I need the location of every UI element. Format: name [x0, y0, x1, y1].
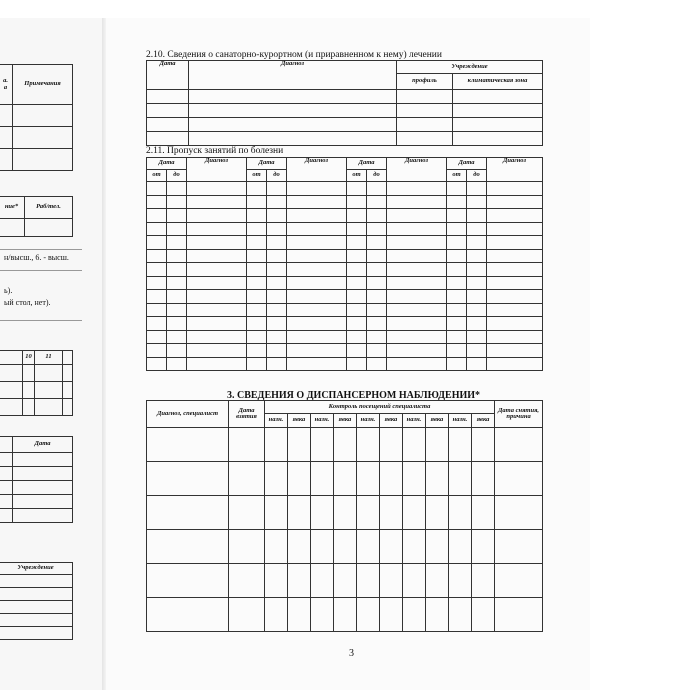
s211-header-do: до	[267, 170, 287, 182]
s3-header-yavka: явка	[334, 414, 357, 428]
s211-header-ot: от	[447, 170, 467, 182]
left-header-data: Дата	[13, 437, 73, 453]
s3-header-control: Контроль посещений специалиста	[265, 401, 495, 414]
s211-header-do: до	[367, 170, 387, 182]
left-header-uchrezhdenie: Учреждение	[0, 563, 73, 575]
section-2-10-table	[146, 60, 543, 146]
s210-header-data: Дата	[147, 61, 189, 90]
s211-header-do: до	[467, 170, 487, 182]
left-frag-ie: ние*	[0, 197, 25, 219]
s211-header-data-3: Дата	[347, 158, 387, 170]
s3-header-naz: назн.	[357, 414, 380, 428]
left-header-rab-tel: Раб/тел.	[25, 197, 73, 219]
s3-header-data: Дата	[238, 406, 255, 414]
s3-header-yavka: явка	[426, 414, 449, 428]
s3-header-naz: назн.	[449, 414, 472, 428]
left-frag-educ: н/высш., 6. - высш.	[4, 253, 69, 262]
left-line-1	[0, 249, 82, 250]
s3-header-naz: назн.	[311, 414, 334, 428]
left-col-10: 10	[23, 351, 35, 365]
s210-header-zone: климатическая зона	[453, 74, 543, 90]
s3-header-diag: Диагноз, специалист	[147, 401, 229, 428]
background-top	[0, 0, 700, 18]
s211-header-data-4: Дата	[447, 158, 487, 170]
left-frag-l: ь).	[4, 286, 13, 295]
left-header-primechaniya: Примечания	[13, 65, 73, 105]
background-right	[590, 18, 700, 690]
left-col-11: 11	[35, 351, 63, 365]
s211-header-do: до	[167, 170, 187, 182]
left-table-1	[0, 64, 73, 171]
s211-header-diagnoz-1: Диагноз	[187, 158, 247, 182]
left-line-3	[0, 320, 82, 321]
s211-header-diagnoz-4: Диагноз	[487, 158, 543, 182]
left-frag-stol: ый стол, нет).	[4, 298, 51, 307]
left-table-3	[0, 350, 73, 416]
section-3-title: 3. СВЕДЕНИЯ О ДИСПАНСЕРНОМ НАБЛЮДЕНИИ*	[227, 390, 481, 401]
s211-header-ot: от	[247, 170, 267, 182]
s210-header-uchrezhdenie: Учреждение	[397, 61, 543, 74]
page-number: 3	[349, 648, 354, 659]
s210-header-profil: профиль	[397, 74, 453, 90]
s3-header-yavka: явка	[472, 414, 495, 428]
left-frag-b: а	[3, 83, 8, 91]
section-3-table	[146, 400, 543, 632]
section-2-11-title: 2.11. Пропуск занятий по болезни	[146, 146, 284, 156]
left-table-5	[0, 562, 73, 640]
left-line-2	[0, 270, 82, 271]
section-2-10-title: 2.10. Сведения о санаторно-курортном (и приравненном к нему) лечении	[146, 50, 442, 60]
s211-header-ot: от	[147, 170, 167, 182]
book-spine	[102, 18, 106, 690]
s3-header-yavka: явка	[288, 414, 311, 428]
left-table-2	[0, 196, 73, 237]
s210-header-diagnoz: Диагноз	[189, 61, 397, 90]
s3-header-snyat: Дата снятия,	[497, 406, 540, 414]
s211-header-data-1: Дата	[147, 158, 187, 170]
left-frag-a: а.	[3, 77, 8, 84]
s3-header-naz: назн.	[265, 414, 288, 428]
s211-header-data-2: Дата	[247, 158, 287, 170]
s3-header-naz: назн.	[403, 414, 426, 428]
s211-header-ot: от	[347, 170, 367, 182]
s3-header-prichina: причина	[506, 413, 531, 420]
s211-header-diagnoz-3: Диагноз	[387, 158, 447, 182]
s211-header-diagnoz-2: Диагноз	[287, 158, 347, 182]
left-table-4	[0, 436, 73, 523]
s3-header-yavka: явка	[380, 414, 403, 428]
s3-header-vzyatiya: взятия	[236, 413, 257, 420]
section-2-11-table	[146, 157, 543, 371]
